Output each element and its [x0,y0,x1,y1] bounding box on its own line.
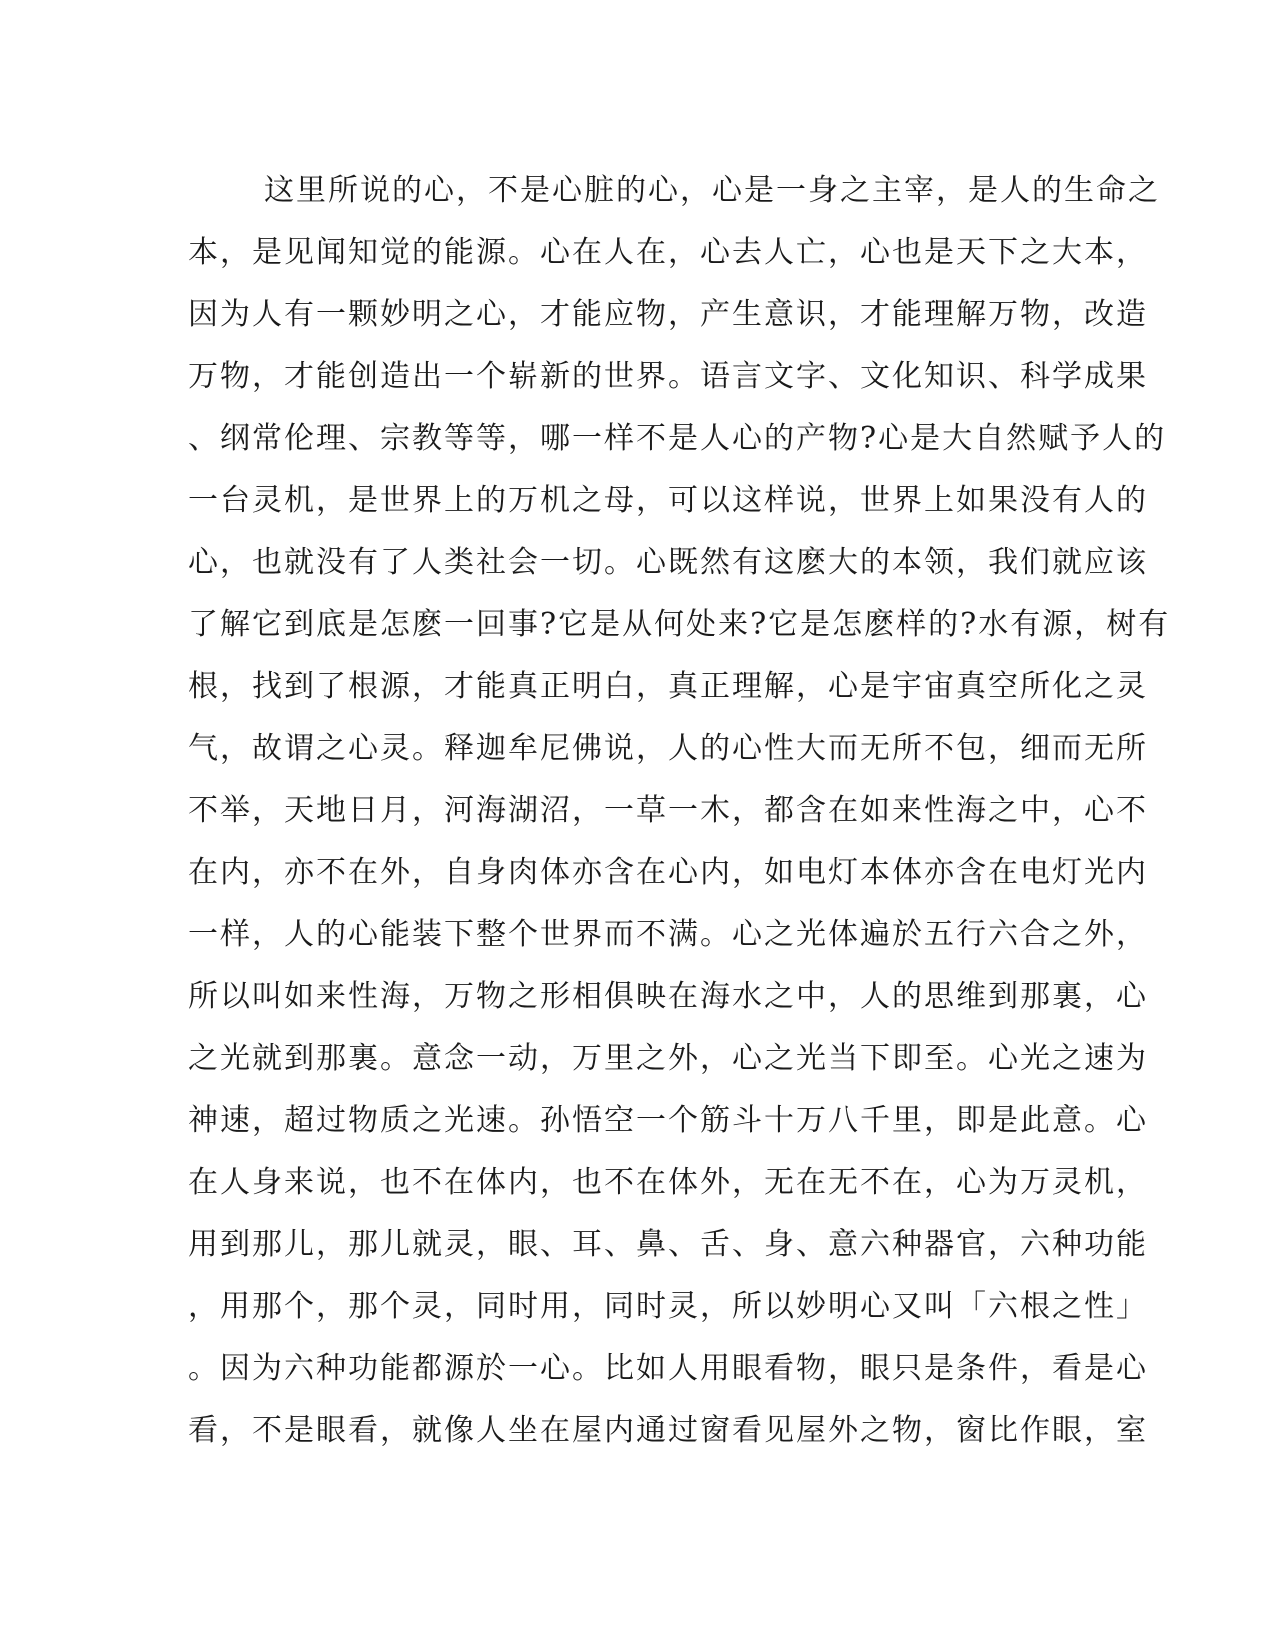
text-line: 不举，天地日月，河海湖沼，一草一木，都含在如来性海之中，心不 [188,793,1148,828]
text-line: 根，找到了根源，才能真正明白，真正理解，心是宇宙真空所化之灵 [188,669,1148,704]
text-line: 本，是见闻知觉的能源。心在人在，心去人亡，心也是天下之大本， [188,235,1148,270]
text-line: 用到那儿，那儿就灵，眼、耳、鼻、舌、身、意六种器官，六种功能 [188,1227,1148,1262]
text-line: 神速，超过物质之光速。孙悟空一个筋斗十万八千里，即是此意。心 [188,1103,1148,1138]
text-line: 。因为六种功能都源於一心。比如人用眼看物，眼只是条件，看是心 [188,1351,1148,1386]
body-paragraph [188,160,1171,1462]
text-line: 气，故谓之心灵。释迦牟尼佛说，人的心性大而无所不包，细而无所 [188,731,1148,766]
text-line: 一台灵机，是世界上的万机之母，可以这样说，世界上如果没有人的 [188,483,1148,518]
text-line: 万物，才能创造出一个崭新的世界。语言文字、文化知识、科学成果 [188,359,1148,394]
text-line: 这里所说的心，不是心脏的心，心是一身之主宰，是人的生命之 [264,173,1160,208]
text-line: 、纲常伦理、宗教等等，哪一样不是人心的产物?心是大自然赋予人的 [188,421,1167,456]
text-line: 在内，亦不在外，自身肉体亦含在心内，如电灯本体亦含在电灯光内 [188,855,1148,890]
text-line: ，用那个，那个灵，同时用，同时灵，所以妙明心又叫「六根之性」 [188,1289,1148,1324]
text-line: 一样，人的心能装下整个世界而不满。心之光体遍於五行六合之外， [188,917,1148,952]
text-line: 心，也就没有了人类社会一切。心既然有这麽大的本领，我们就应该 [188,545,1148,580]
text-line: 所以叫如来性海，万物之形相俱映在海水之中，人的思维到那裏，心 [188,979,1148,1014]
text-line: 在人身来说，也不在体内，也不在体外，无在无不在，心为万灵机， [188,1165,1148,1200]
text-line: 看，不是眼看，就像人坐在屋内通过窗看见屋外之物，窗比作眼，室 [188,1413,1148,1448]
text-line: 因为人有一颗妙明之心，才能应物，产生意识，才能理解万物，改造 [188,297,1148,332]
text-line: 了解它到底是怎麽一回事?它是从何处来?它是怎麽样的?水有源，树有 [188,607,1171,642]
text-line: 之光就到那裏。意念一动，万里之外，心之光当下即至。心光之速为 [188,1041,1148,1076]
